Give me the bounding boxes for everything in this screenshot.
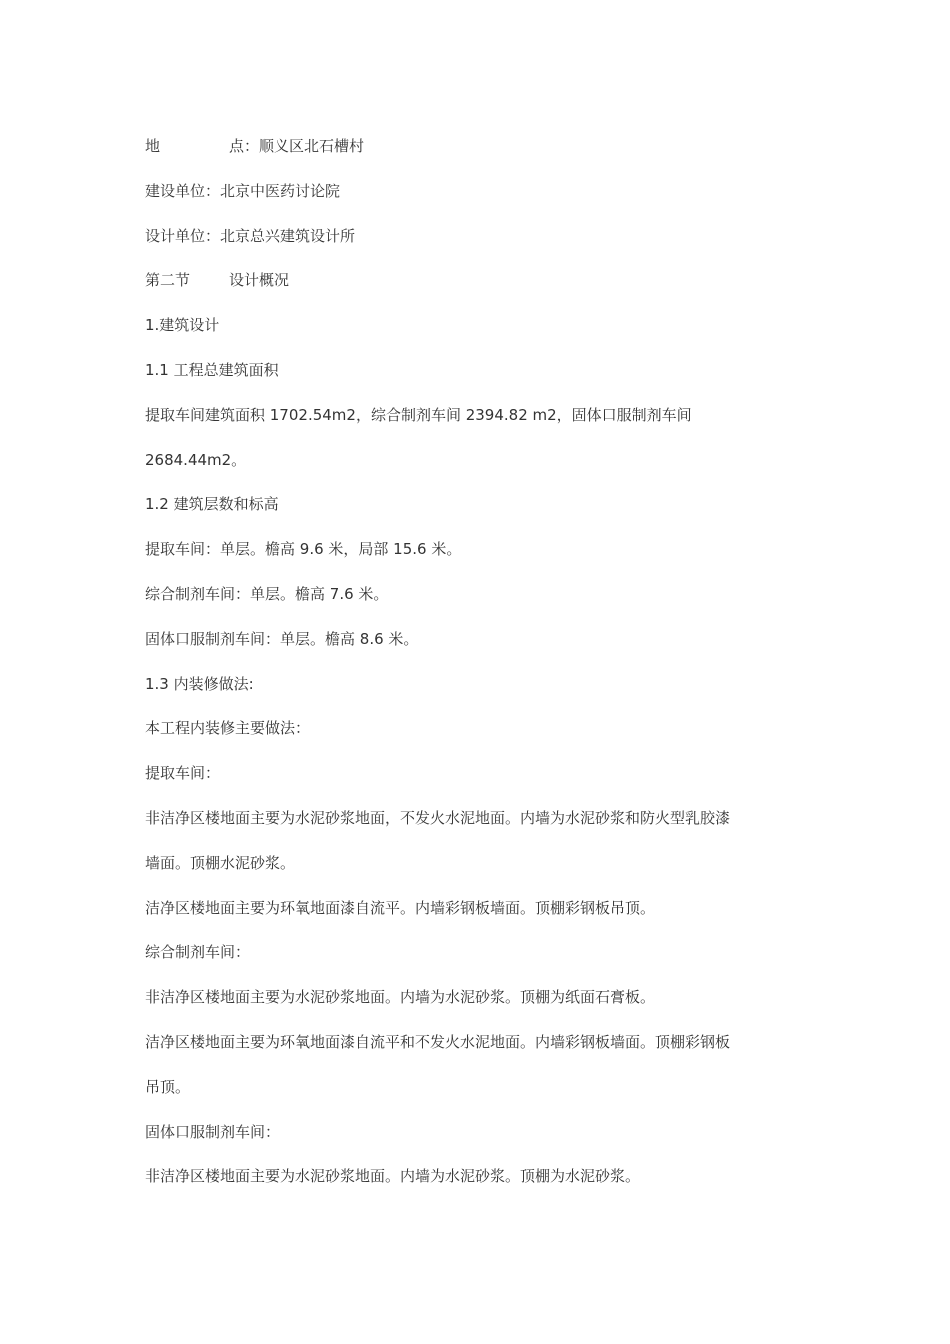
paragraph-extraction-height: 提取车间：单层。檐高 9.6 米，局部 15.6 米。 [145, 540, 462, 559]
paragraph-composite-non-clean: 非洁净区楼地面主要为水泥砂浆地面。内墙为水泥砂浆。顶棚为纸面石膏板。 [145, 988, 656, 1007]
location-line [145, 124, 810, 169]
builder-label: 建设单位： [145, 181, 221, 200]
heading-floors-heights: 1.2 建筑层数和标高 [145, 495, 279, 514]
paragraph-area-values-cont: 2684.44m2。 [145, 450, 247, 469]
builder-line [145, 169, 810, 214]
designer-value: 北京总兴建筑设计所 [220, 226, 356, 245]
paragraph-interior-intro: 本工程内装修主要做法： [145, 719, 311, 738]
location-label-part2: 点： [229, 137, 260, 155]
paragraph-extraction-clean: 洁净区楼地面主要为环氧地面漆自流平。内墙彩钢板墙面。顶棚彩钢板吊顶。 [145, 898, 656, 917]
designer-line [145, 214, 810, 259]
heading-interior-finish: 1.3 内装修做法: [145, 674, 254, 693]
subheading-extraction-workshop: 提取车间： [145, 764, 221, 783]
location-label-part1: 地 [145, 137, 161, 155]
subheading-composite-workshop: 综合制剂车间： [145, 943, 251, 962]
paragraph-solid-oral-non-clean: 非洁净区楼地面主要为水泥砂浆地面。内墙为水泥砂浆。顶棚为水泥砂浆。 [145, 1167, 641, 1186]
paragraph-composite-clean: 洁净区楼地面主要为环氧地面漆自流平和不发火水泥地面。内墙彩钢板墙面。顶棚彩钢板 [145, 1032, 731, 1051]
section-number: 第二节 [145, 271, 191, 290]
paragraph-composite-clean-cont: 吊顶。 [145, 1077, 191, 1096]
heading-total-area: 1.1 工程总建筑面积 [145, 360, 279, 379]
builder-value: 北京中医药讨论院 [220, 181, 341, 200]
document-body [145, 124, 810, 1199]
location-value: 顺义区北石槽村 [259, 137, 365, 155]
heading-building-design: 1.建筑设计 [145, 316, 220, 335]
section-heading [145, 258, 810, 303]
subheading-solid-oral-workshop: 固体口服制剂车间： [145, 1122, 281, 1141]
paragraph-extraction-non-clean: 非洁净区楼地面主要为水泥砂浆地面，不发火水泥地面。内墙为水泥砂浆和防火型乳胶漆 [145, 808, 731, 827]
section-title: 设计概况 [229, 271, 290, 290]
paragraph-composite-height: 综合制剂车间：单层。檐高 7.6 米。 [145, 584, 389, 603]
paragraph-solid-oral-height: 固体口服制剂车间：单层。檐高 8.6 米。 [145, 629, 419, 648]
paragraph-area-values: 提取车间建筑面积 1702.54m2，综合制剂车间 2394.82 m2，固体口服制剂车间 [145, 405, 692, 424]
designer-label: 设计单位： [145, 226, 221, 245]
paragraph-extraction-non-clean-cont: 墙面。顶棚水泥砂浆。 [145, 853, 296, 872]
